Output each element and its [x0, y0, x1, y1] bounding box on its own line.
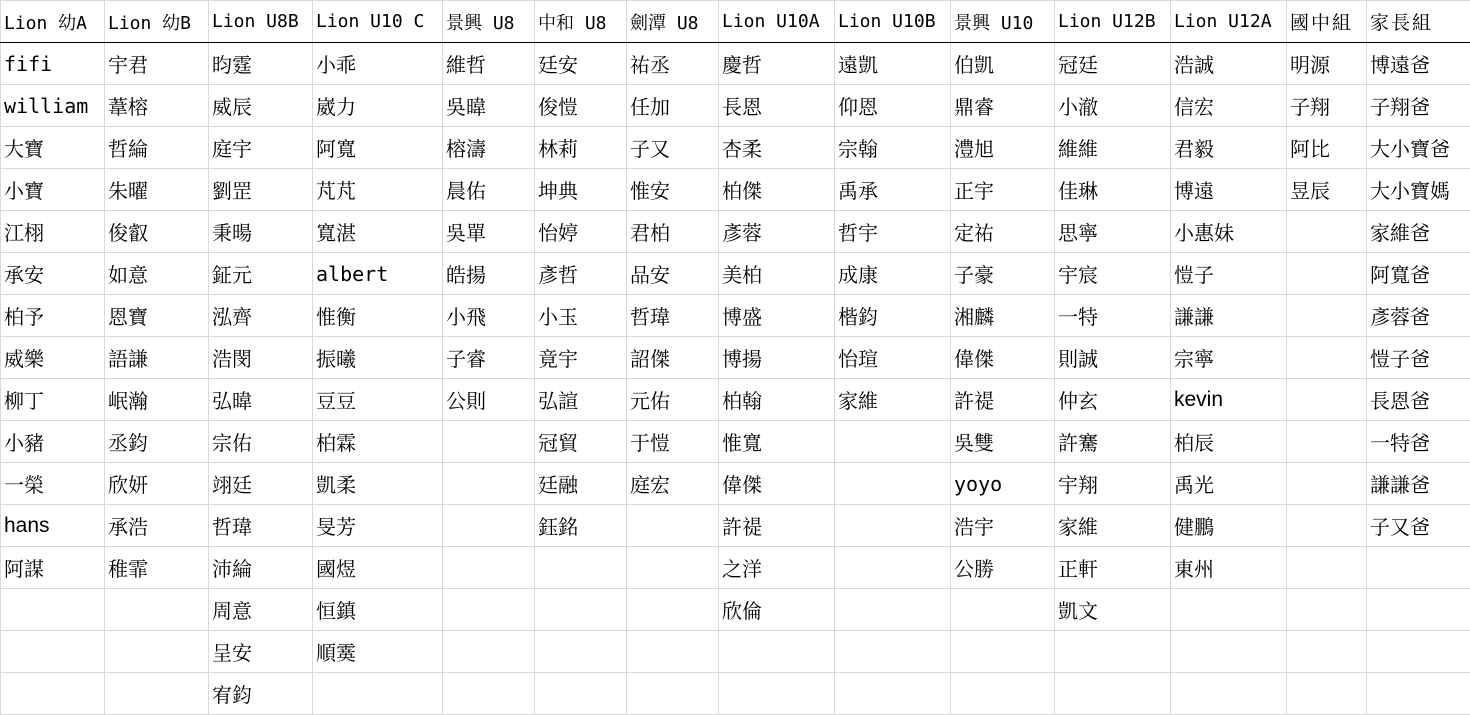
table-cell[interactable] — [535, 673, 627, 715]
table-cell[interactable] — [1287, 589, 1367, 631]
table-cell[interactable]: 之洋 — [719, 547, 835, 589]
table-cell[interactable]: 大寶 — [1, 127, 105, 169]
table-cell[interactable] — [443, 589, 535, 631]
table-cell[interactable]: 成康 — [835, 253, 951, 295]
table-cell[interactable]: 柳丁 — [1, 379, 105, 421]
table-cell[interactable] — [313, 673, 443, 715]
table-cell[interactable]: 謙謙 — [1171, 295, 1287, 337]
table-cell[interactable]: 博遠 — [1171, 169, 1287, 211]
table-cell[interactable]: 寬湛 — [313, 211, 443, 253]
table-cell[interactable]: 庭宏 — [627, 463, 719, 505]
column-header[interactable]: 景興 U8 — [443, 1, 535, 43]
table-cell[interactable]: 澧旭 — [951, 127, 1055, 169]
table-row — [1, 253, 1470, 295]
table-cell[interactable]: 弘諠 — [535, 379, 627, 421]
table-cell[interactable]: 則誠 — [1055, 337, 1171, 379]
table-cell[interactable]: 欣倫 — [719, 589, 835, 631]
table-cell[interactable] — [1367, 589, 1470, 631]
table-cell[interactable] — [1055, 631, 1171, 673]
table-row — [1, 547, 1470, 589]
table-row — [1, 631, 1470, 673]
header-row — [1, 1, 1470, 43]
table-cell[interactable]: 愷子 — [1171, 253, 1287, 295]
table-cell[interactable]: 俊愷 — [535, 85, 627, 127]
column-header[interactable]: Lion 幼B — [105, 1, 209, 43]
table-cell[interactable]: 昱辰 — [1287, 169, 1367, 211]
table-row — [1, 505, 1470, 547]
table-cell[interactable]: 宗佑 — [209, 421, 313, 463]
table-cell[interactable]: 小惠妹 — [1171, 211, 1287, 253]
table-cell[interactable]: 正軒 — [1055, 547, 1171, 589]
table-cell[interactable]: 江栩 — [1, 211, 105, 253]
table-cell[interactable]: 柏予 — [1, 295, 105, 337]
table-cell[interactable] — [1287, 337, 1367, 379]
table-cell[interactable]: 浩閔 — [209, 337, 313, 379]
table-cell[interactable] — [535, 589, 627, 631]
table-cell[interactable]: 崴力 — [313, 85, 443, 127]
table-cell[interactable]: 公勝 — [951, 547, 1055, 589]
table-cell[interactable] — [1287, 295, 1367, 337]
table-cell[interactable]: 劉罡 — [209, 169, 313, 211]
table-cell[interactable]: william — [1, 85, 105, 127]
table-cell[interactable]: 秉暘 — [209, 211, 313, 253]
table-cell[interactable]: albert — [313, 253, 443, 295]
table-cell[interactable]: 泓齊 — [209, 295, 313, 337]
table-cell[interactable] — [835, 547, 951, 589]
table-cell[interactable]: 楷鈞 — [835, 295, 951, 337]
table-body — [1, 43, 1470, 715]
table-cell[interactable]: 伯凱 — [951, 43, 1055, 85]
table-cell[interactable] — [105, 631, 209, 673]
table-cell[interactable]: 鉦元 — [209, 253, 313, 295]
table-row — [1, 211, 1470, 253]
table-cell[interactable]: 美柏 — [719, 253, 835, 295]
table-cell[interactable]: 仰恩 — [835, 85, 951, 127]
table-cell[interactable]: 品安 — [627, 253, 719, 295]
table-cell[interactable]: 浩宇 — [951, 505, 1055, 547]
table-cell[interactable]: 小乖 — [313, 43, 443, 85]
column-header[interactable]: Lion U10 C — [313, 1, 443, 43]
table-cell[interactable]: 阿寬 — [313, 127, 443, 169]
table-cell[interactable] — [1287, 379, 1367, 421]
table-cell[interactable]: 芃芃 — [313, 169, 443, 211]
table-cell[interactable] — [1287, 211, 1367, 253]
table-cell[interactable]: 思寧 — [1055, 211, 1171, 253]
table-cell[interactable] — [443, 631, 535, 673]
table-cell[interactable] — [627, 547, 719, 589]
table-cell[interactable]: 一榮 — [1, 463, 105, 505]
table-cell[interactable]: 浩誠 — [1171, 43, 1287, 85]
table-cell[interactable]: 柏辰 — [1171, 421, 1287, 463]
table-cell[interactable] — [443, 505, 535, 547]
table-cell[interactable]: 小豬 — [1, 421, 105, 463]
table-cell[interactable]: 哲宇 — [835, 211, 951, 253]
table-cell[interactable]: 竟宇 — [535, 337, 627, 379]
table-cell[interactable]: 吳暐 — [443, 85, 535, 127]
table-cell[interactable]: 惟衡 — [313, 295, 443, 337]
table-cell[interactable]: 廷融 — [535, 463, 627, 505]
table-cell[interactable]: 怡婷 — [535, 211, 627, 253]
table-cell[interactable] — [1171, 589, 1287, 631]
table-cell[interactable] — [1367, 631, 1470, 673]
table-cell[interactable]: 柏霖 — [313, 421, 443, 463]
table-cell[interactable]: 博盛 — [719, 295, 835, 337]
table-cell[interactable]: 佳琳 — [1055, 169, 1171, 211]
table-cell[interactable]: 家維爸 — [1367, 211, 1470, 253]
table-cell[interactable] — [443, 463, 535, 505]
table-cell[interactable]: 元佑 — [627, 379, 719, 421]
column-header[interactable]: 景興 U10 — [951, 1, 1055, 43]
table-cell[interactable]: 昀霆 — [209, 43, 313, 85]
table-cell[interactable]: 冠廷 — [1055, 43, 1171, 85]
table-cell[interactable]: 朱曜 — [105, 169, 209, 211]
table-cell[interactable]: 偉傑 — [719, 463, 835, 505]
table-cell[interactable] — [1287, 421, 1367, 463]
table-cell[interactable]: 長恩爸 — [1367, 379, 1470, 421]
table-cell[interactable]: 小寶 — [1, 169, 105, 211]
table-cell[interactable] — [1171, 673, 1287, 715]
table-cell[interactable] — [835, 463, 951, 505]
table-cell[interactable]: 沛綸 — [209, 547, 313, 589]
table-cell[interactable]: 俊叡 — [105, 211, 209, 253]
table-cell[interactable]: 庭宇 — [209, 127, 313, 169]
table-cell[interactable] — [627, 673, 719, 715]
table-cell[interactable]: 國煜 — [313, 547, 443, 589]
table-cell[interactable]: 小澈 — [1055, 85, 1171, 127]
table-cell[interactable]: 恒鎮 — [313, 589, 443, 631]
table-cell[interactable]: 彥蓉 — [719, 211, 835, 253]
table-cell[interactable] — [1287, 463, 1367, 505]
table-cell[interactable] — [1055, 673, 1171, 715]
table-cell[interactable]: 大小寶爸 — [1367, 127, 1470, 169]
table-cell[interactable]: 哲綸 — [105, 127, 209, 169]
table-cell[interactable]: 哲瑋 — [209, 505, 313, 547]
table-cell[interactable]: 皓揚 — [443, 253, 535, 295]
table-cell[interactable] — [1367, 547, 1470, 589]
column-header[interactable]: 國中組 — [1287, 1, 1367, 43]
table-cell[interactable]: 呈安 — [209, 631, 313, 673]
table-cell[interactable]: 子翔 — [1287, 85, 1367, 127]
table-cell[interactable]: 健鵬 — [1171, 505, 1287, 547]
table-cell[interactable]: 欣妍 — [105, 463, 209, 505]
table-cell[interactable]: 家維 — [1055, 505, 1171, 547]
table-row — [1, 43, 1470, 85]
table-cell[interactable] — [719, 631, 835, 673]
column-header[interactable]: 劍潭 U8 — [627, 1, 719, 43]
table-cell[interactable]: 博遠爸 — [1367, 43, 1470, 85]
table-cell[interactable] — [719, 673, 835, 715]
table-cell[interactable]: 明源 — [1287, 43, 1367, 85]
table-cell[interactable] — [443, 673, 535, 715]
table-cell[interactable]: 子又 — [627, 127, 719, 169]
table-cell[interactable]: 許騫 — [1055, 421, 1171, 463]
table-cell[interactable]: 承浩 — [105, 505, 209, 547]
table-cell[interactable]: fifi — [1, 43, 105, 85]
table-cell[interactable]: 彥蓉爸 — [1367, 295, 1470, 337]
table-cell[interactable] — [1367, 673, 1470, 715]
table-cell[interactable]: 彥哲 — [535, 253, 627, 295]
table-cell[interactable]: 小飛 — [443, 295, 535, 337]
table-cell[interactable] — [1287, 673, 1367, 715]
table-cell[interactable]: 威樂 — [1, 337, 105, 379]
table-cell[interactable]: 公則 — [443, 379, 535, 421]
table-cell[interactable]: 禹承 — [835, 169, 951, 211]
table-row — [1, 421, 1470, 463]
table-cell[interactable]: 遠凱 — [835, 43, 951, 85]
table-cell[interactable]: hans — [1, 505, 105, 547]
table-cell[interactable]: 湘麟 — [951, 295, 1055, 337]
table-cell[interactable]: 宇翔 — [1055, 463, 1171, 505]
table-cell[interactable] — [627, 505, 719, 547]
table-cell[interactable]: 惟寬 — [719, 421, 835, 463]
table-cell[interactable]: 哲瑋 — [627, 295, 719, 337]
table-cell[interactable] — [535, 631, 627, 673]
table-cell[interactable]: 翊廷 — [209, 463, 313, 505]
table-cell[interactable]: 一特 — [1055, 295, 1171, 337]
table-cell[interactable]: 柏翰 — [719, 379, 835, 421]
table-row — [1, 463, 1470, 505]
table-cell[interactable]: 冠貿 — [535, 421, 627, 463]
table-cell[interactable]: 順霙 — [313, 631, 443, 673]
table-cell[interactable] — [105, 589, 209, 631]
table-cell[interactable]: 阿寬爸 — [1367, 253, 1470, 295]
table-cell[interactable]: 惟安 — [627, 169, 719, 211]
table-cell[interactable]: 吳雙 — [951, 421, 1055, 463]
table-cell[interactable]: 大小寶媽 — [1367, 169, 1470, 211]
column-header[interactable]: 家長組 — [1367, 1, 1470, 43]
table-row — [1, 295, 1470, 337]
table-cell[interactable] — [951, 673, 1055, 715]
table-cell[interactable]: 任加 — [627, 85, 719, 127]
table-cell[interactable] — [835, 631, 951, 673]
table-cell[interactable]: 仲玄 — [1055, 379, 1171, 421]
table-cell[interactable]: 許禔 — [719, 505, 835, 547]
table-cell[interactable] — [1287, 505, 1367, 547]
table-cell[interactable]: 長恩 — [719, 85, 835, 127]
table-cell[interactable]: 廷安 — [535, 43, 627, 85]
table-cell[interactable]: 鼎睿 — [951, 85, 1055, 127]
column-header[interactable]: Lion U12A — [1171, 1, 1287, 43]
table-cell[interactable]: 子豪 — [951, 253, 1055, 295]
table-cell[interactable]: 愷子爸 — [1367, 337, 1470, 379]
table-cell[interactable] — [1287, 253, 1367, 295]
table-cell[interactable]: 詔傑 — [627, 337, 719, 379]
table-cell[interactable]: 坤典 — [535, 169, 627, 211]
table-row — [1, 169, 1470, 211]
table-cell[interactable]: 維維 — [1055, 127, 1171, 169]
column-header[interactable]: Lion U10A — [719, 1, 835, 43]
table-cell[interactable]: 弘暐 — [209, 379, 313, 421]
table-cell[interactable]: 怡瑄 — [835, 337, 951, 379]
column-header[interactable]: Lion U12B — [1055, 1, 1171, 43]
table-cell[interactable]: 宇宸 — [1055, 253, 1171, 295]
table-cell[interactable]: 榕濤 — [443, 127, 535, 169]
table-cell[interactable]: 林莉 — [535, 127, 627, 169]
table-cell[interactable]: 丞鈞 — [105, 421, 209, 463]
table-cell[interactable]: kevin — [1171, 379, 1287, 421]
column-header[interactable]: Lion U10B — [835, 1, 951, 43]
table-cell[interactable]: 博揚 — [719, 337, 835, 379]
table-cell[interactable]: 偉傑 — [951, 337, 1055, 379]
table-cell[interactable]: 子睿 — [443, 337, 535, 379]
table-cell[interactable]: 吳單 — [443, 211, 535, 253]
table-row — [1, 673, 1470, 715]
table-cell[interactable]: 恩寶 — [105, 295, 209, 337]
table-cell[interactable]: 阿比 — [1287, 127, 1367, 169]
table-cell[interactable]: 承安 — [1, 253, 105, 295]
table-cell[interactable]: 稚霏 — [105, 547, 209, 589]
table-cell[interactable]: 一特爸 — [1367, 421, 1470, 463]
table-cell[interactable] — [951, 589, 1055, 631]
table-cell[interactable]: 君毅 — [1171, 127, 1287, 169]
table-cell[interactable]: 旻芳 — [313, 505, 443, 547]
table-cell[interactable] — [1, 589, 105, 631]
table-cell[interactable] — [627, 589, 719, 631]
table-cell[interactable]: 小玉 — [535, 295, 627, 337]
table-row — [1, 379, 1470, 421]
table-cell[interactable]: 宇君 — [105, 43, 209, 85]
table-cell[interactable]: 宗翰 — [835, 127, 951, 169]
table-cell[interactable]: 凱柔 — [313, 463, 443, 505]
table-cell[interactable] — [1287, 547, 1367, 589]
table-cell[interactable]: 杏柔 — [719, 127, 835, 169]
table-cell[interactable]: 柏傑 — [719, 169, 835, 211]
table-cell[interactable]: 君柏 — [627, 211, 719, 253]
table-cell[interactable] — [535, 547, 627, 589]
table-cell[interactable] — [1287, 631, 1367, 673]
table-cell[interactable] — [1171, 631, 1287, 673]
table-cell[interactable]: 語謙 — [105, 337, 209, 379]
table-cell[interactable]: 許禔 — [951, 379, 1055, 421]
table-cell[interactable]: 東州 — [1171, 547, 1287, 589]
table-cell[interactable]: 禹光 — [1171, 463, 1287, 505]
table-row — [1, 337, 1470, 379]
table-row — [1, 589, 1470, 631]
table-cell[interactable]: 定祐 — [951, 211, 1055, 253]
table-cell[interactable]: 葦榕 — [105, 85, 209, 127]
table-cell[interactable] — [443, 547, 535, 589]
table-cell[interactable]: 晨佑 — [443, 169, 535, 211]
table-cell[interactable]: 正宇 — [951, 169, 1055, 211]
table-cell[interactable]: 慶哲 — [719, 43, 835, 85]
column-header[interactable]: Lion 幼A — [1, 1, 105, 43]
table-cell[interactable]: 子又爸 — [1367, 505, 1470, 547]
table-cell[interactable] — [835, 673, 951, 715]
table-cell[interactable]: yoyo — [951, 463, 1055, 505]
table-cell[interactable]: 鈺銘 — [535, 505, 627, 547]
table-cell[interactable] — [627, 631, 719, 673]
table-cell[interactable] — [835, 505, 951, 547]
table-cell[interactable] — [1, 631, 105, 673]
table-cell[interactable]: 振曦 — [313, 337, 443, 379]
table-row — [1, 127, 1470, 169]
table-cell[interactable]: 周意 — [209, 589, 313, 631]
table-cell[interactable] — [835, 589, 951, 631]
table-cell[interactable]: 祐丞 — [627, 43, 719, 85]
column-header[interactable]: 中和 U8 — [535, 1, 627, 43]
table-cell[interactable] — [105, 673, 209, 715]
table-cell[interactable]: 凱文 — [1055, 589, 1171, 631]
table-cell[interactable]: 豆豆 — [313, 379, 443, 421]
table-cell[interactable]: 于愷 — [627, 421, 719, 463]
table-cell[interactable]: 宗寧 — [1171, 337, 1287, 379]
table-cell[interactable]: 信宏 — [1171, 85, 1287, 127]
table-cell[interactable]: 威辰 — [209, 85, 313, 127]
table-cell[interactable]: 如意 — [105, 253, 209, 295]
table-cell[interactable] — [951, 631, 1055, 673]
table-cell[interactable]: 阿謀 — [1, 547, 105, 589]
table-cell[interactable] — [835, 421, 951, 463]
table-cell[interactable]: 宥鈞 — [209, 673, 313, 715]
table-row — [1, 85, 1470, 127]
table-cell[interactable] — [443, 421, 535, 463]
table-cell[interactable] — [1, 673, 105, 715]
table-cell[interactable]: 謙謙爸 — [1367, 463, 1470, 505]
table-cell[interactable]: 家維 — [835, 379, 951, 421]
table-cell[interactable]: 子翔爸 — [1367, 85, 1470, 127]
table-cell[interactable]: 岷瀚 — [105, 379, 209, 421]
table-cell[interactable]: 維哲 — [443, 43, 535, 85]
column-header[interactable]: Lion U8B — [209, 1, 313, 43]
